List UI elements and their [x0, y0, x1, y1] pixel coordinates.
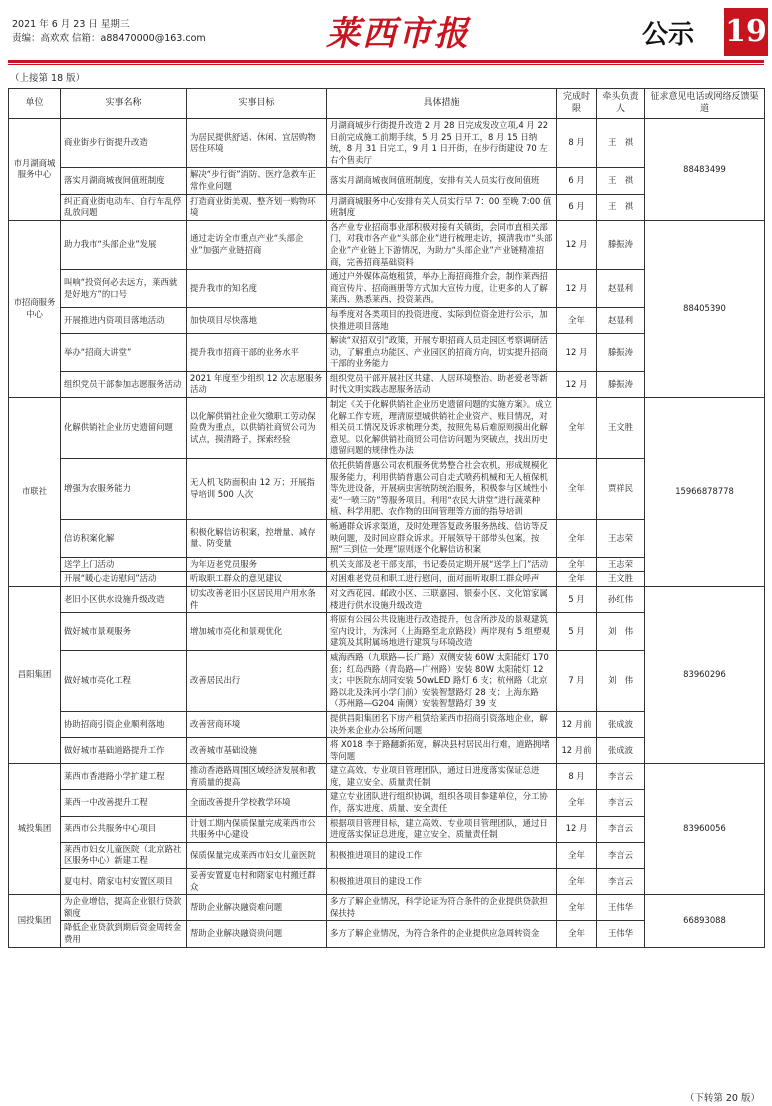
page-header — [8, 6, 767, 64]
project-name-cell: 增强为农服务能力 — [61, 459, 187, 520]
column-header: 实事名称 — [61, 89, 187, 119]
measures-cell: 畅通群众诉求渠道，及时处理答复政务服务热线、信访等反映问题，及时回应群众诉求。开展领导干部带头包案，按照“三到位一处理”原则逐个化解信访积案 — [327, 520, 557, 558]
measures-cell: 通过户外媒体高炮租赁，举办上海招商推介会，制作莱西招商宣传片、招商画册等方式加大宣传力度，让更多的人了解莱西、熟悉莱西、投资莱西。 — [327, 270, 557, 308]
goal-cell: 改善城市基础设施 — [187, 738, 327, 764]
lead-person-cell: 李言云 — [597, 764, 645, 790]
project-name-cell: 商业街步行街提升改造 — [61, 119, 187, 168]
goal-cell: 改善营商环境 — [187, 711, 327, 737]
table-row — [9, 398, 765, 459]
header-rule-thin — [8, 64, 764, 65]
deadline-cell: 全年 — [557, 307, 597, 333]
project-name-cell: 做好城市亮化工程 — [61, 650, 187, 711]
lead-person-cell: 滕振涛 — [597, 371, 645, 397]
deadline-cell: 全年 — [557, 557, 597, 572]
measures-cell: 多方了解企业情况，为符合条件的企业提供应急周转资金 — [327, 921, 557, 947]
lead-person-cell: 赵显利 — [597, 307, 645, 333]
measures-cell: 月湖商城服务中心安排有关人员实行早 7：00 至晚 7:00 值班制度 — [327, 194, 557, 220]
lead-person-cell: 李言云 — [597, 842, 645, 868]
public-notice-table — [8, 88, 765, 948]
lead-person-cell: 孙红伟 — [597, 586, 645, 612]
lead-person-cell: 刘 伟 — [597, 650, 645, 711]
measures-cell: 组织党员干部开展社区共建、人居环境整治、助老爱老等新时代文明实践志愿服务活动 — [327, 371, 557, 397]
lead-person-cell: 王伟华 — [597, 895, 645, 921]
lead-person-cell: 李言云 — [597, 816, 645, 842]
unit-cell: 市联社 — [9, 398, 61, 587]
measures-cell: 解读“双招双引”政策，开展专职招商人员走园区考察调研活动，了解重点功能区、产业园区的招商方向，切实提升招商干部的业务能力 — [327, 334, 557, 372]
header-info — [12, 18, 206, 46]
project-name-cell: 莱西市公共服务中心项目 — [61, 816, 187, 842]
project-name-cell: 莱西一中改善提升工程 — [61, 790, 187, 816]
measures-cell: 根据项目管理目标，建立高效、专业项目管理团队，通过日进度落实保证总进度，建立安全、质量责任制 — [327, 816, 557, 842]
goal-cell: 提升我市招商干部的业务水平 — [187, 334, 327, 372]
deadline-cell: 12 月 — [557, 816, 597, 842]
goal-cell: 帮助企业解决融资难问题 — [187, 895, 327, 921]
goal-cell: 以化解供销社企业欠缴职工劳动保险费为重点，以供销社商贸公司为试点，摸清路子，探索经验 — [187, 398, 327, 459]
deadline-cell: 5 月 — [557, 613, 597, 651]
continued-to: （下转第 20 版） — [684, 1093, 760, 1104]
lead-person-cell: 王 祺 — [597, 168, 645, 194]
measures-cell: 积极推进项目的建设工作 — [327, 842, 557, 868]
deadline-cell: 全年 — [557, 572, 597, 587]
page-number: 19 — [724, 8, 768, 56]
goal-cell: 通过走访全市重点产业“头部企业”加强产业链招商 — [187, 220, 327, 269]
lead-person-cell: 滕振涛 — [597, 334, 645, 372]
project-name-cell: 举办“招商大讲堂” — [61, 334, 187, 372]
project-name-cell: 助力我市“头部企业”发展 — [61, 220, 187, 269]
goal-cell: 加快项目尽快落地 — [187, 307, 327, 333]
goal-cell: 积极化解信访积案，控增量、减存量、防变量 — [187, 520, 327, 558]
measures-cell: 对文西花园、邮政小区、三联嘉园、银泰小区、文化馆家属楼进行供水设施升级改造 — [327, 586, 557, 612]
deadline-cell: 12 月前 — [557, 738, 597, 764]
table-row — [9, 220, 765, 269]
section-title: 公示 — [642, 20, 695, 50]
feedback-phone-cell: 66893088 — [645, 895, 765, 947]
measures-cell: 将 X018 李于路翻新拓宽，解决县村居民出行难，道路拥堵等问题 — [327, 738, 557, 764]
goal-cell: 计划工期内保质保量完成莱西市公共服务中心建设 — [187, 816, 327, 842]
column-header: 牵头负责人 — [597, 89, 645, 119]
table-row — [9, 119, 765, 168]
deadline-cell: 全年 — [557, 842, 597, 868]
goal-cell: 全面改善提升学校教学环境 — [187, 790, 327, 816]
lead-person-cell: 王伟华 — [597, 921, 645, 947]
lead-person-cell: 李言云 — [597, 790, 645, 816]
header-rule — [8, 60, 764, 63]
deadline-cell: 全年 — [557, 520, 597, 558]
feedback-phone-cell: 88483499 — [645, 119, 765, 221]
lead-person-cell: 张成波 — [597, 711, 645, 737]
goal-cell: 改善居民出行 — [187, 650, 327, 711]
goal-cell: 打造商业街美观、整齐划一购物环境 — [187, 194, 327, 220]
deadline-cell: 12 月 — [557, 270, 597, 308]
deadline-cell: 12 月前 — [557, 711, 597, 737]
unit-cell: 国投集团 — [9, 895, 61, 947]
lead-person-cell: 王志荣 — [597, 557, 645, 572]
project-name-cell: 莱西市香港路小学扩建工程 — [61, 764, 187, 790]
project-name-cell: 纠正商业街电动车、自行车乱停乱放问题 — [61, 194, 187, 220]
project-name-cell: 落实月湖商城夜间值班制度 — [61, 168, 187, 194]
goal-cell: 提升我市的知名度 — [187, 270, 327, 308]
lead-person-cell: 王文胜 — [597, 572, 645, 587]
project-name-cell: 降低企业贷款到期后资金周转金费用 — [61, 921, 187, 947]
deadline-cell: 8 月 — [557, 119, 597, 168]
measures-cell: 制定《关于化解供销社企业历史遗留问题的实施方案》。成立化解工作专班，理清原望城供销社企业资产、账目情况，对相关员工情况及诉求梳理分类，按照先易后难原则摸出化解意见。以化解供销社商贸公司信访问题为突破点，找出历史遗留问题的规律性办法 — [327, 398, 557, 459]
project-name-cell: 信访积案化解 — [61, 520, 187, 558]
feedback-phone-cell: 83960296 — [645, 586, 765, 763]
newspaper-logo: 莱西市报 — [326, 14, 470, 54]
measures-cell: 提供昌阳集团名下房产租赁给莱西市招商引资落地企业，解决外来企业办公场所问题 — [327, 711, 557, 737]
lead-person-cell: 李言云 — [597, 869, 645, 895]
lead-person-cell: 王志荣 — [597, 520, 645, 558]
column-header: 实事目标 — [187, 89, 327, 119]
measures-cell: 机关支部及老干部支部，书记委员定期开展“送学上门”活动 — [327, 557, 557, 572]
project-name-cell: 叫响“投资何必去远方，莱西就是好地方”的口号 — [61, 270, 187, 308]
goal-cell: 帮助企业解决融资贵问题 — [187, 921, 327, 947]
project-name-cell: 送学上门活动 — [61, 557, 187, 572]
measures-cell: 每季度对各类项目的投资进度、实际到位资金进行公示，加快推进项目落地 — [327, 307, 557, 333]
unit-cell: 城投集团 — [9, 764, 61, 895]
deadline-cell: 7 月 — [557, 650, 597, 711]
deadline-cell: 全年 — [557, 869, 597, 895]
goal-cell: 增加城市亮化和景观优化 — [187, 613, 327, 651]
column-header: 具体措施 — [327, 89, 557, 119]
goal-cell: 保质保量完成莱西市妇女儿童医院 — [187, 842, 327, 868]
project-name-cell: 老旧小区供水设施升级改造 — [61, 586, 187, 612]
measures-cell: 建立高效、专业项目管理团队，通过日进度落实保证总进度，建立安全、质量责任制 — [327, 764, 557, 790]
goal-cell: 2021 年度至少组织 12 次志愿服务活动 — [187, 371, 327, 397]
feedback-phone-cell: 83960056 — [645, 764, 765, 895]
project-name-cell: 做好城市基础道路提升工作 — [61, 738, 187, 764]
lead-person-cell: 赵显利 — [597, 270, 645, 308]
goal-cell: 切实改善老旧小区居民用户用水条件 — [187, 586, 327, 612]
project-name-cell: 夏屯村、隋家屯村安置区项目 — [61, 869, 187, 895]
measures-cell: 各产业专业招商事业部积极对接有关镇街，会同市直相关部门，对我市各产业“头部企业”进行梳理走访，摸清我市“头部企业”产业链上下游情况，为助力“头部企业”产业链精准招商，完善招商基础资料 — [327, 220, 557, 269]
project-name-cell: 莱西市妇女儿童医院（北京路社区服务中心）新建工程 — [61, 842, 187, 868]
goal-cell: 妥善安置夏屯村和隋家屯村搬迁群众 — [187, 869, 327, 895]
deadline-cell: 全年 — [557, 459, 597, 520]
deadline-cell: 12 月 — [557, 220, 597, 269]
deadline-cell: 12 月 — [557, 371, 597, 397]
continued-from: （上接第 18 版） — [10, 73, 86, 84]
column-header: 征求意见电话或网络反馈渠道 — [645, 89, 765, 119]
measures-cell: 落实月湖商城夜间值班制度，安排有关人员实行夜间值班 — [327, 168, 557, 194]
goal-cell: 为居民提供舒适、休闲、宜居购物居住环境 — [187, 119, 327, 168]
table-header-row — [9, 89, 765, 119]
unit-cell: 市招商服务中心 — [9, 220, 61, 397]
lead-person-cell: 刘 伟 — [597, 613, 645, 651]
measures-cell: 将原有公园公共设施进行改造提升，包含所涉及的景观建筑室内设计，为洙河（上海路至北京路段）两岸现有 5 组塑观建筑及其附属场地进行建筑与环境改造 — [327, 613, 557, 651]
lead-person-cell: 王 祺 — [597, 119, 645, 168]
measures-cell: 积极推进项目的建设工作 — [327, 869, 557, 895]
deadline-cell: 6 月 — [557, 168, 597, 194]
table-row — [9, 586, 765, 612]
project-name-cell: 开展“暖心走访慰问”活动 — [61, 572, 187, 587]
project-name-cell: 为企业增信，提高企业银行贷款额度 — [61, 895, 187, 921]
lead-person-cell: 贾祥民 — [597, 459, 645, 520]
project-name-cell: 协助招商引资企业顺利落地 — [61, 711, 187, 737]
project-name-cell: 组织党员干部参加志愿服务活动 — [61, 371, 187, 397]
project-name-cell: 化解供销社企业历史遗留问题 — [61, 398, 187, 459]
unit-cell: 市月湖商城服务中心 — [9, 119, 61, 221]
project-name-cell: 做好城市景观服务 — [61, 613, 187, 651]
project-name-cell: 开展推进内资项目落地活动 — [61, 307, 187, 333]
goal-cell: 听取职工群众的意见建议 — [187, 572, 327, 587]
lead-person-cell: 滕振涛 — [597, 220, 645, 269]
measures-cell: 对困难老党员和职工进行慰问，面对面听取职工群众呼声 — [327, 572, 557, 587]
feedback-phone-cell: 15966878778 — [645, 398, 765, 587]
deadline-cell: 全年 — [557, 790, 597, 816]
column-header: 完成时限 — [557, 89, 597, 119]
deadline-cell: 5 月 — [557, 586, 597, 612]
table-row — [9, 895, 765, 921]
deadline-cell: 全年 — [557, 895, 597, 921]
goal-cell: 为年迈老党员服务 — [187, 557, 327, 572]
goal-cell: 无人机飞防面积由 12 万；开展指导培训 500 人次 — [187, 459, 327, 520]
deadline-cell: 8 月 — [557, 764, 597, 790]
column-header: 单位 — [9, 89, 61, 119]
lead-person-cell: 王 祺 — [597, 194, 645, 220]
measures-cell: 威海西路（九联路—长广路）双侧安装 60W 太阳能灯 170 套；红岛西路（青岛路—广州路）安装 80W 太阳能灯 12 支；中医院东胡同安装 50wLED 路灯 6 支；杭州路（北京路以北及洙河小学门前）安装智慧路灯 28 支；上海东路（苏州路—G204 南侧）安装智慧路灯 39 支 — [327, 650, 557, 711]
unit-cell: 昌阳集团 — [9, 586, 61, 763]
measures-cell: 依托供销普惠公司农机服务优势整合社会农机，形成规模化服务能力，利用供销普惠公司自走式喷药机械和无人植保机等先进设备，开展病虫害统防统治服务，积极参与区域性小麦“一喷三防”等服务项目。利用“农民大讲堂”进行蔬菜种植、科学用肥、农作物的田间管理等方面的指导培训 — [327, 459, 557, 520]
measures-cell: 建立专业团队进行组织协调，组织各项目参建单位，分工协作，落实进度、质量、安全责任 — [327, 790, 557, 816]
goal-cell: 推动香港路周围区域经济发展和教育质量的提高 — [187, 764, 327, 790]
deadline-cell: 全年 — [557, 921, 597, 947]
table-row — [9, 764, 765, 790]
measures-cell: 多方了解企业情况，科学论证为符合条件的企业提供贷款担保扶持 — [327, 895, 557, 921]
deadline-cell: 全年 — [557, 398, 597, 459]
issue-date: 2021 年 6 月 23 日 星期三 — [12, 19, 130, 30]
deadline-cell: 6 月 — [557, 194, 597, 220]
feedback-phone-cell: 88405390 — [645, 220, 765, 397]
lead-person-cell: 王文胜 — [597, 398, 645, 459]
lead-person-cell: 张成波 — [597, 738, 645, 764]
goal-cell: 解决“步行街”消防、医疗急救车正常作业问题 — [187, 168, 327, 194]
editor-contact: 责编：高欢欢 信箱：a88470000@163.com — [12, 33, 206, 44]
deadline-cell: 12 月 — [557, 334, 597, 372]
measures-cell: 月湖商城步行街提升改造 2 月 28 日完成发改立项,4 月 22 日前完成施工前期手续，5 月 25 日开工，8 月 15 日纳统，8 月 31 日完工，9 月 1 日开街，在步行街建设 70 左右个售卖厅 — [327, 119, 557, 168]
